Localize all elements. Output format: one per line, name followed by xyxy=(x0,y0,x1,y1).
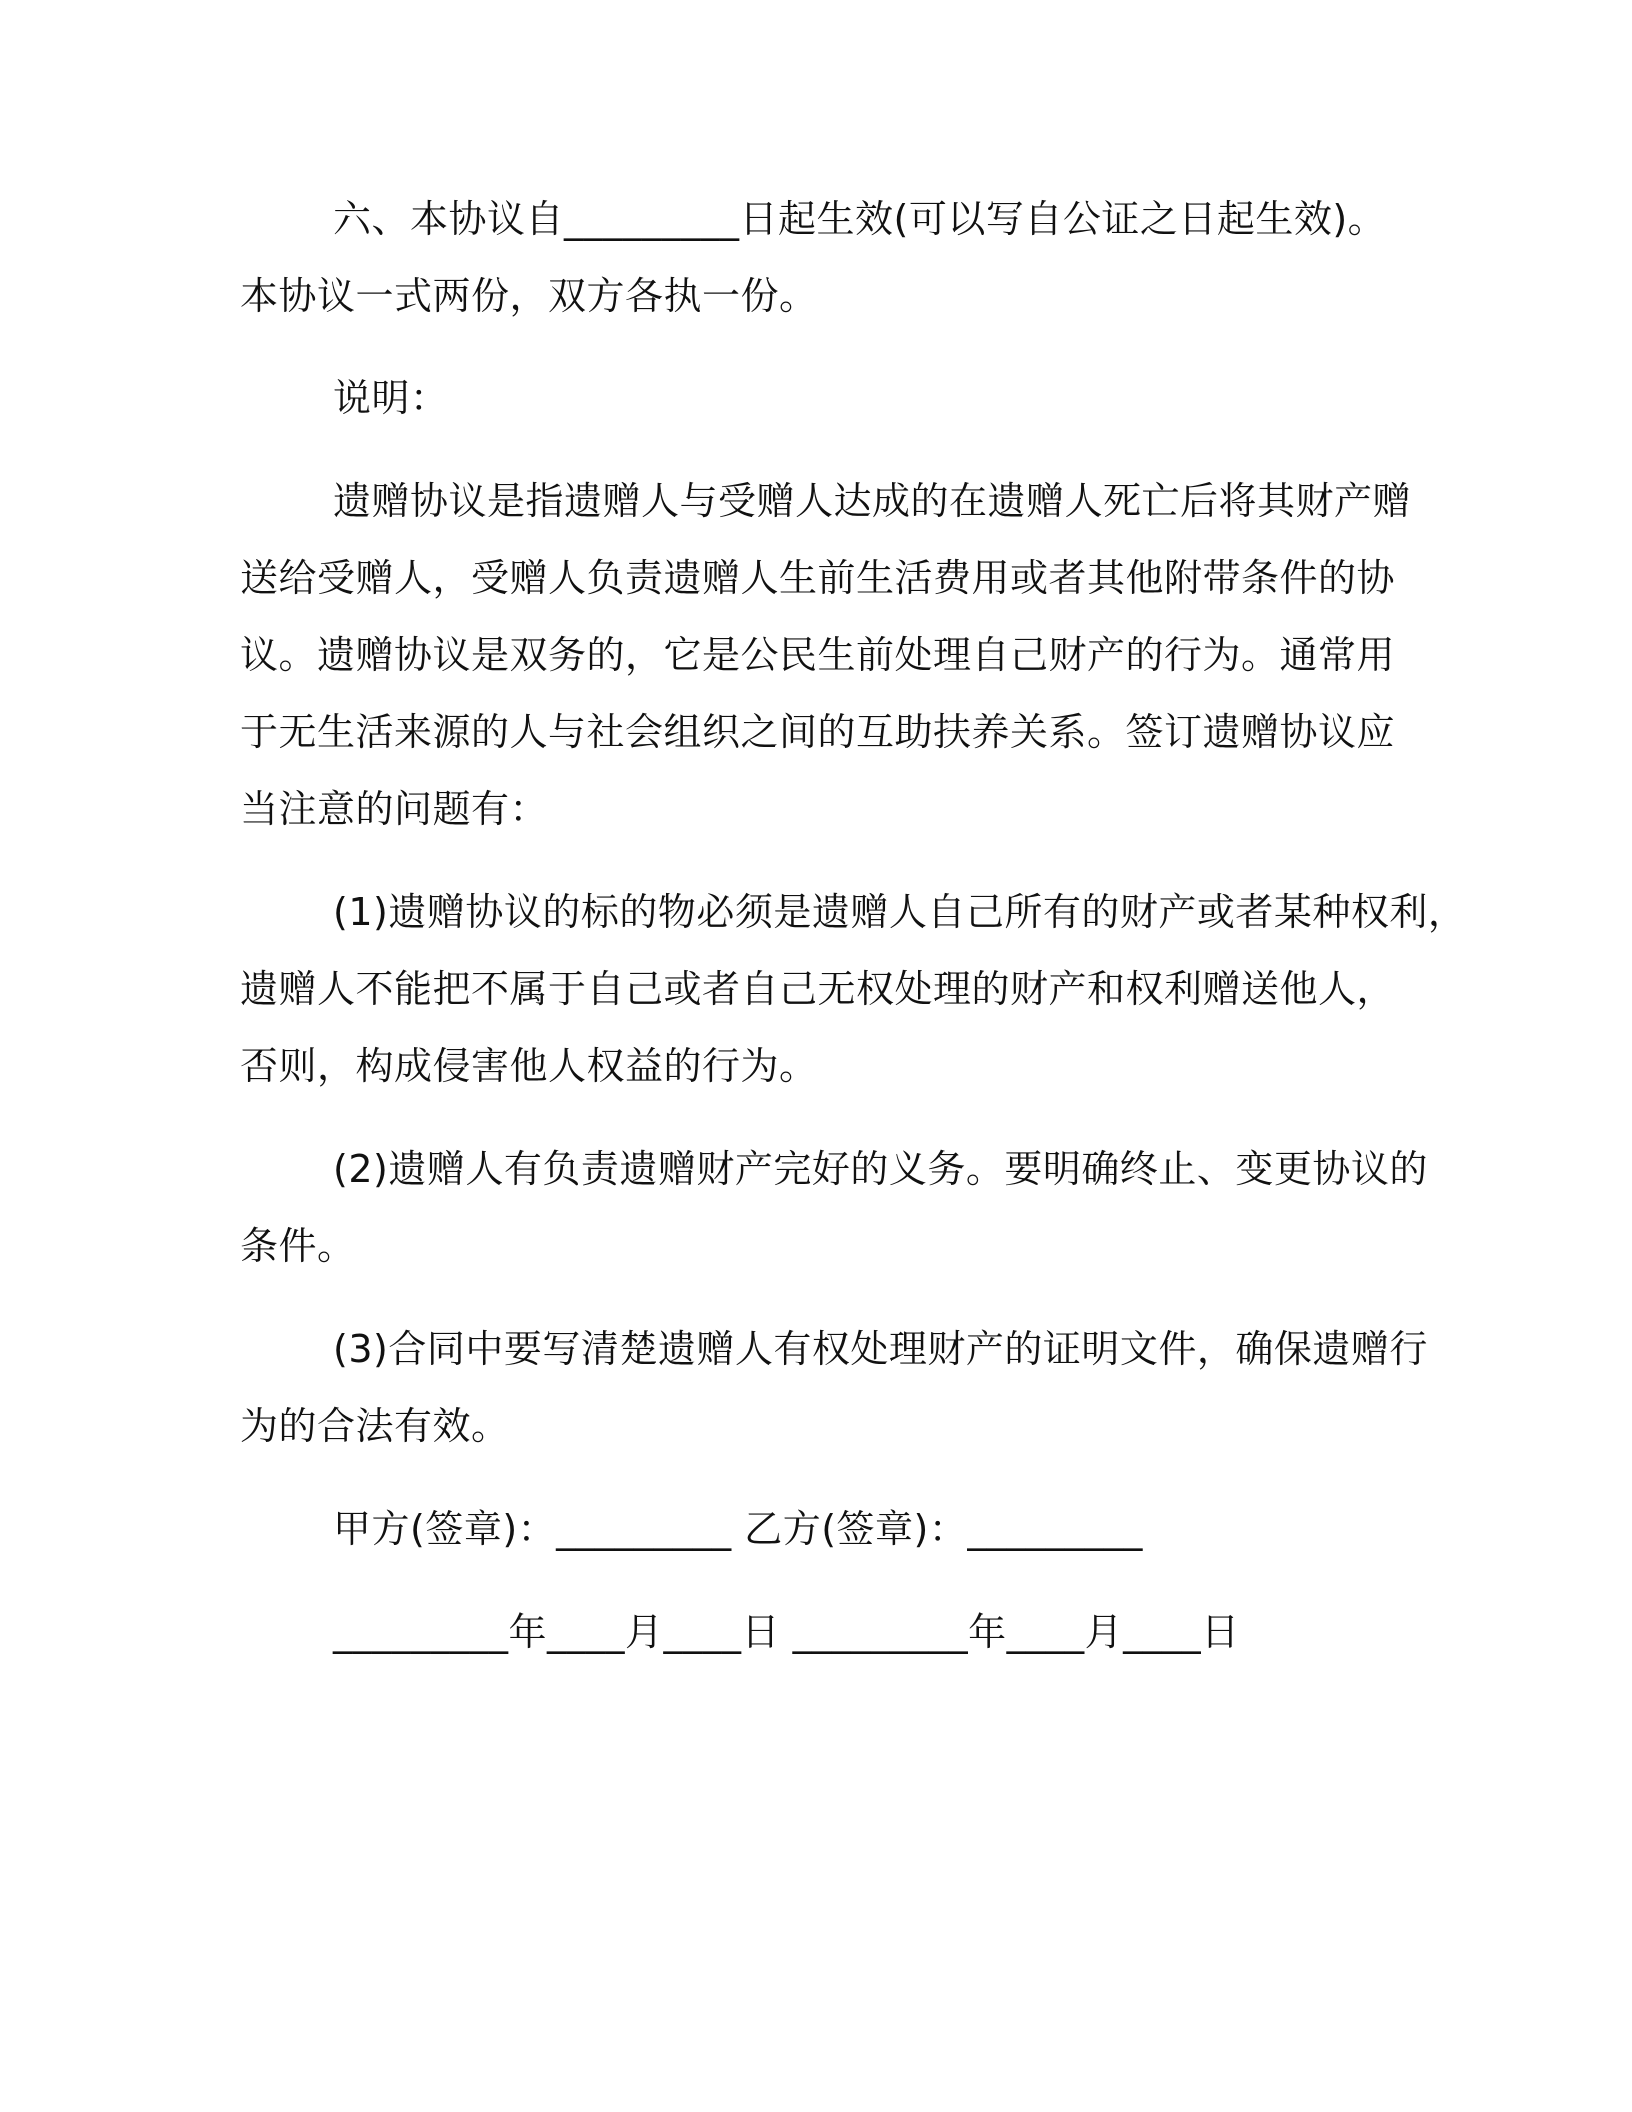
intro-line-4: 于无生活来源的人与社会组织之间的互助扶养关系。签订遗赠协议应 xyxy=(240,710,1396,754)
item-1-line-3: 否则，构成侵害他人权益的行为。 xyxy=(240,1044,818,1088)
intro-line-1: 遗赠协议是指遗赠人与受赠人达成的在遗赠人死亡后将其财产赠 xyxy=(333,479,1412,523)
note-heading: 说明： xyxy=(333,376,449,420)
intro-line-2: 送给受赠人，受赠人负责遗赠人生前生活费用或者其他附带条件的协 xyxy=(240,556,1396,600)
item-2-line-2: 条件。 xyxy=(240,1224,356,1268)
item-1-line-2: 遗赠人不能把不属于自己或者自己无权处理的财产和权利赠送他人， xyxy=(240,967,1396,1011)
item-3-line-1: (3)合同中要写清楚遗赠人有权处理财产的证明文件，确保遗赠行 xyxy=(333,1327,1428,1371)
clause-six-line-1: 六、本协议自_________日起生效(可以写自公证之日起生效)。 xyxy=(333,197,1387,241)
item-1-line-1: (1)遗赠协议的标的物必须是遗赠人自己所有的财产或者某种权利， xyxy=(333,890,1467,934)
signature-line: 甲方(签章)：_________ 乙方(签章)：_________ xyxy=(333,1507,1143,1551)
intro-line-3: 议。遗赠协议是双务的，它是公民生前处理自己财产的行为。通常用 xyxy=(240,633,1396,677)
clause-six-line-2: 本协议一式两份，双方各执一份。 xyxy=(240,274,818,318)
intro-line-5: 当注意的问题有： xyxy=(240,787,549,831)
item-3-line-2: 为的合法有效。 xyxy=(240,1404,510,1448)
date-line: _________年____月____日 _________年____月____日 xyxy=(333,1610,1240,1654)
item-2-line-1: (2)遗赠人有负责遗赠财产完好的义务。要明确终止、变更协议的 xyxy=(333,1147,1428,1191)
